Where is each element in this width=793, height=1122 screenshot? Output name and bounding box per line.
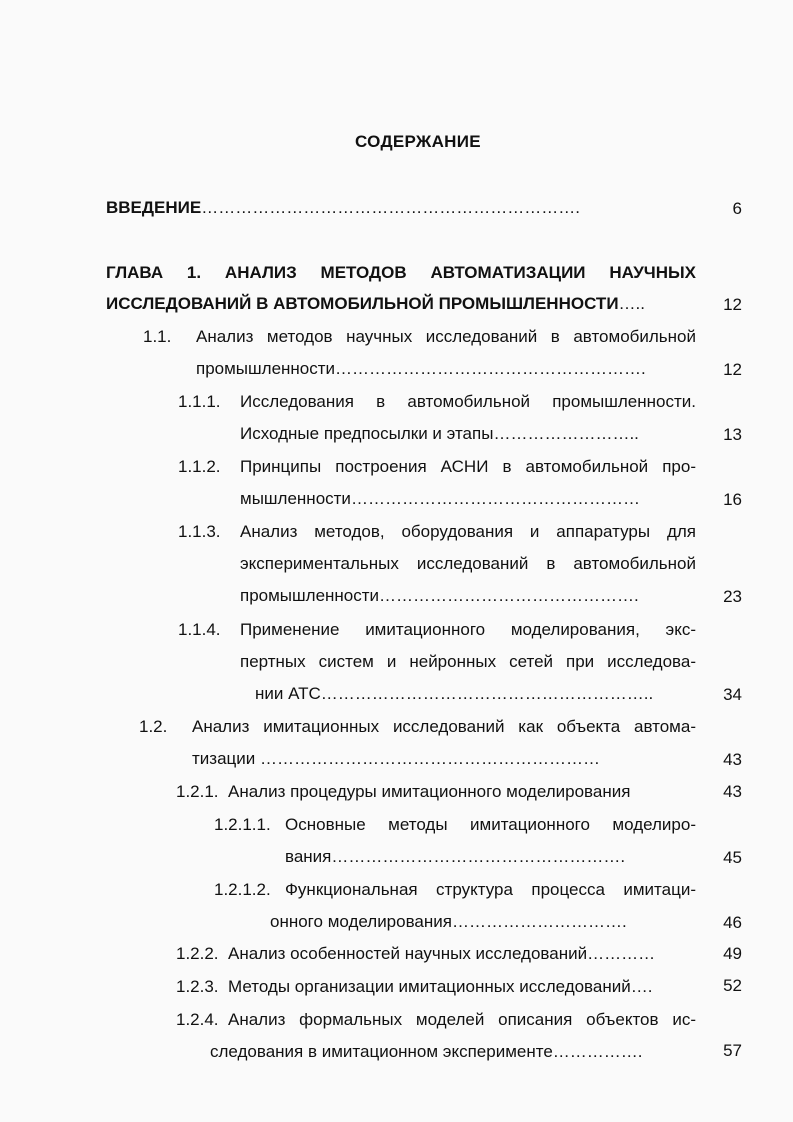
toc-entry-text-cont: мышленности — [240, 489, 351, 508]
toc-page-number: 52 — [723, 976, 742, 995]
toc-entry-number: 1.2.1. — [176, 782, 219, 801]
toc-entry-text: Анализ имитационных исследований как объекта автома- — [192, 717, 696, 736]
toc-entry-text: Анализ методов научных исследований в автомобильной — [196, 327, 696, 346]
toc-page-number: 57 — [723, 1041, 742, 1060]
toc-entry-number: 1.2.1.2. — [214, 880, 271, 899]
toc-entry-text-cont: нии АТС — [255, 684, 321, 703]
toc-entry-text-cont: вания — [285, 847, 332, 866]
toc-entry-text — [255, 683, 696, 705]
toc-entry-text: Функциональная структура процесса имитаци- — [285, 880, 696, 899]
toc-entry-text-cont: онного моделирования — [270, 912, 452, 931]
toc-entry-text-cont: следования в имитационном эксперименте — [210, 1042, 553, 1061]
page-title: СОДЕРЖАНИЕ — [355, 132, 481, 151]
toc-entry-text: Принципы построения АСНИ в автомобильной про- — [240, 457, 696, 476]
toc-dots: …………………………………………………………. — [201, 198, 580, 217]
toc-entry-text: Основные методы имитационного моделиро- — [285, 815, 696, 834]
toc-dots: …………………….. — [493, 424, 639, 443]
toc-dots: ………………………………………. — [379, 586, 639, 605]
toc-entry-text: Применение имитационного моделирования, экс- — [240, 620, 696, 639]
toc-page-number: 13 — [723, 425, 742, 444]
toc-intro-label: ВВЕДЕНИЕ — [106, 198, 202, 217]
toc-entry-text — [240, 585, 696, 607]
toc-page-number: 23 — [723, 587, 742, 606]
toc-dots: …………………………………………………… — [260, 749, 600, 768]
toc-entry-text: экспериментальных исследований в автомобильной — [240, 554, 696, 573]
toc-page-number: 12 — [723, 360, 742, 379]
toc-entry-text-cont: тизации — [192, 749, 256, 768]
toc-chapter-line2 — [106, 293, 696, 315]
toc-entry-text-cont: Анализ особенностей научных исследований — [228, 944, 588, 963]
toc-page-number: 16 — [723, 490, 742, 509]
toc-entry-number: 1.2.3. — [176, 977, 219, 996]
toc-page-number: 43 — [723, 750, 742, 769]
toc-dots: ………… — [587, 944, 656, 963]
toc-dots: …………………………. — [451, 912, 627, 931]
toc-page-number: 6 — [732, 199, 742, 218]
toc-entry-number: 1.2.2. — [176, 944, 219, 963]
toc-entry-text: пертных систем и нейронных сетей при исследова- — [240, 652, 696, 671]
toc-entry-text — [192, 748, 696, 770]
toc-entry-number: 1.1.1. — [178, 392, 221, 411]
toc-entry-text — [196, 358, 696, 380]
toc-entry-text: Анализ процедуры имитационного моделирования — [228, 782, 631, 801]
toc-dots: ………………………………………………. — [335, 359, 646, 378]
toc-chapter-line1: ГЛАВА 1. АНАЛИЗ МЕТОДОВ АВТОМАТИЗАЦИИ НАУЧНЫХ — [106, 263, 696, 282]
toc-dots: …………………………………………… — [350, 489, 640, 508]
toc-entry-number: 1.1.3. — [178, 522, 221, 541]
toc-entry-text — [210, 1041, 696, 1063]
toc-entry-number: 1.2. — [139, 717, 168, 736]
toc-page-number: 46 — [723, 913, 742, 932]
toc-dots: ….. — [618, 294, 645, 313]
toc-entry-text-cont: Методы организации имитационных исследований — [228, 977, 631, 996]
toc-entry-number: 1.1. — [143, 327, 172, 346]
toc-page-number: 12 — [723, 295, 742, 314]
toc-entry-text — [228, 976, 696, 998]
toc-entry-text-cont: промышленности — [196, 359, 336, 378]
toc-entry-number: 1.2.1.1. — [214, 815, 271, 834]
toc-entry-text-cont: промышленности — [240, 586, 380, 605]
toc-entry-text: Анализ формальных моделей описания объектов ис- — [228, 1010, 696, 1029]
toc-page-number: 43 — [723, 782, 742, 801]
toc-entry-text-cont: Исходные предпосылки и этапы — [240, 424, 494, 443]
toc-page-number: 49 — [723, 944, 742, 963]
toc-intro — [106, 197, 696, 219]
toc-page-number: 34 — [723, 685, 742, 704]
toc-entry-text — [240, 423, 696, 445]
toc-entry-number: 1.1.2. — [178, 457, 221, 476]
toc-dots: …. — [630, 977, 653, 996]
toc-entry-text — [285, 846, 696, 868]
toc-dots: ……………. — [552, 1042, 643, 1061]
toc-chapter-text: ИССЛЕДОВАНИЙ В АВТОМОБИЛЬНОЙ ПРОМЫШЛЕННОСТИ — [106, 294, 619, 313]
toc-entry-text — [228, 943, 696, 965]
toc-page-number: 45 — [723, 848, 742, 867]
toc-dots: ………………………………………………….. — [320, 684, 654, 703]
toc-entry-number: 1.1.4. — [178, 620, 221, 639]
toc-entry-text: Исследования в автомобильной промышленности. — [240, 392, 696, 411]
toc-dots: ……………………………………………. — [331, 847, 626, 866]
toc-entry-text — [270, 911, 696, 933]
toc-entry-text — [240, 488, 696, 510]
toc-entry-text: Анализ методов, оборудования и аппаратуры для — [240, 522, 696, 541]
toc-entry-number: 1.2.4. — [176, 1010, 219, 1029]
